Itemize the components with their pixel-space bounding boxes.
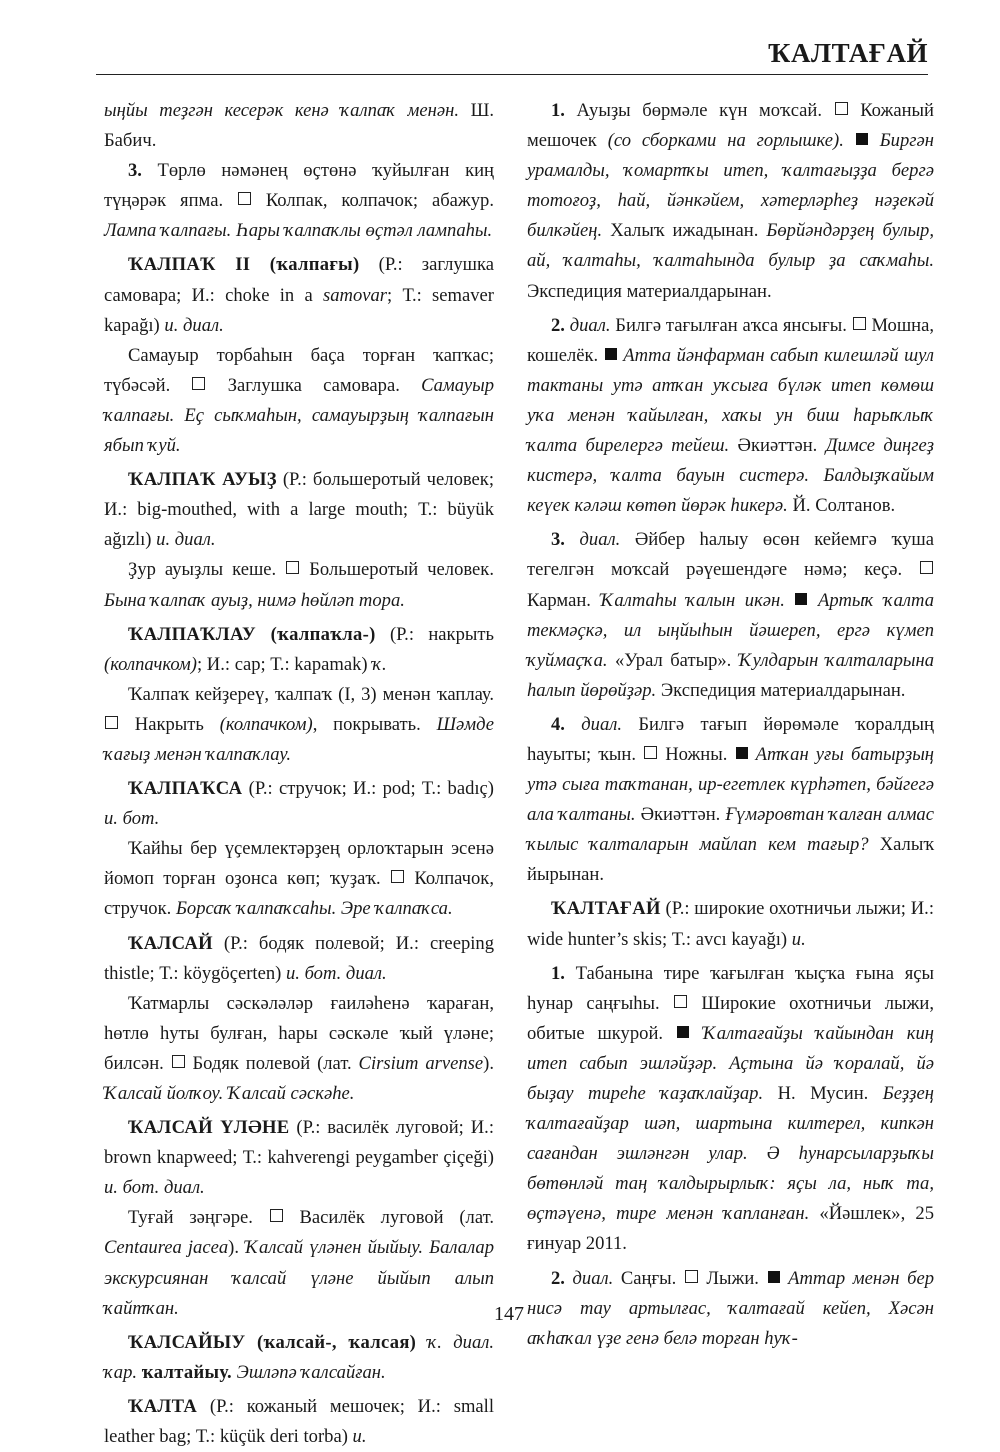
page-number: 147 (494, 1303, 524, 1325)
russian-marker-icon (644, 746, 657, 759)
right-column (527, 96, 934, 1354)
russian-marker-icon (270, 1209, 283, 1222)
russian-marker-icon (192, 377, 205, 390)
example-marker-icon (768, 1271, 780, 1283)
entry-kalpak-2-def: Самауыр торбаһын баҫа торған ҡапҡас; түбәсәй. Заглушка самовара. Самауыр ҡалпағы. Еҫ сыҡмаһын, самауырҙың ҡалпағын ябып ҡуй. (104, 344, 494, 457)
example-marker-icon (856, 133, 868, 145)
entry-kalpak-auyz: ҠАЛПАҠ АУЫҘ (Р.: большеротый человек; И.: big-mouthed, with a large mouth; Т.: büyük ağızlı) и. диал. (104, 469, 494, 551)
entry-kalsai: ҠАЛСАЙ (Р.: бодяк полевой; И.: creeping thistle; Т.: köygöçerten) и. бот. диал. (104, 932, 494, 984)
entry-kalta-sense-3: 3. диал. Әйбер һалыу өсөн кейемгә ҡуша тегелгән моҡсай рәүешендәге нәмә; кеҫә. Карман. Ҡалтаһы ҡалын икән. Артыҡ ҡалта текмәҫкә, ил ыңйыһын йәшереп, ергә күмеп ҡуймаҫҡа. «Урал батыр». Ҡулдарын ҡалталарына һалып йөрөйҙәр. Экспедиция материалдарынан. (527, 529, 934, 701)
russian-marker-icon (286, 561, 299, 574)
russian-marker-icon (920, 561, 933, 574)
entry-kalta-sense-1: 1. Ауыҙы бөрмәле күн моҡсай. Кожаный мешочек (со сборками на горлышке). Биргән урамалды, ҡомартҡы итеп, ҡалтағыҙҙа бергә тотоғоҙ, һай, йәнкәйем, хәтерләрһеҙ нәҙекәй билкәйең. Халыҡ ижадынан. Бөрйәндәрҙең булыр, ай, ҡалтаһы, ҡалтаһында булыр ҙа саҡмаһы. Экспедиция материалдарынан. (527, 100, 934, 302)
entry-kalta: ҠАЛТА (Р.: кожаный мешочек; И.: small leather bag; Т.: küçük deri torba) и. (104, 1395, 494, 1448)
example-marker-icon (677, 1026, 689, 1038)
entry-kaltagai: ҠАЛТАҒАЙ (Р.: широкие охотничьи лыжи; И.: wide hunter’s skis; Т.: avcı kayağı) и. (527, 898, 934, 950)
entry-kalpak-2: ҠАЛПАҠ II (ҡалпағы) (Р.: заглушка самовара; И.: choke in a samovar; Т.: semaver kapağı) и. диал. (104, 254, 494, 336)
left-column (104, 96, 494, 1452)
entry-kalta-sense-4: 4. диал. Билгә тағып йөрөмәле ҡоралдың һауыты; ҡын. Ножны. Атҡан уғы батырҙың утә сыға таҡтанан, ир-егетлек күрһәтеп, бәйгегә ала ҡалтаны. Әкиәттән. Ғүмәровтан ҡалған алмас ҡылыс ҡалталарын майлап кем тағыр? Халыҡ йырынан. (527, 713, 935, 886)
sense-3: 3. Төрлө нәмәнең өҫтөнә ҡуйылған киң түңәрәк япма. Колпак, колпачок; абажур. Лампа ҡалпағы. Һары ҡалпаҡлы өҫтәл лампаһы. (104, 160, 494, 242)
running-header (96, 36, 928, 75)
entry-kalta-sense-2: 2. диал. Билгә тағылған аҡса янсығы. Мошна, кошелёк. Атта йәнфарман сабып килешләй шул тактаны утә атҡан уҡсыға бүләк итеп көмөш уҡа менән ҡайылған, хаҡы ун биш һарыҡлыҡ ҡалта бирелергә тейеш. Әкиәттән. Димсе диңгеҙ кистерә, ҡалта бауын систерә. Балдыҙҡайым кеүек кәләш көтөп йөрәк һикерә. Й. Солтанов. (527, 314, 935, 517)
header-title: ҠАЛТАҒАЙ (768, 38, 928, 68)
example-marker-icon (795, 593, 807, 605)
russian-marker-icon (835, 102, 848, 115)
example-marker-icon (736, 747, 748, 759)
russian-marker-icon (685, 1270, 698, 1283)
example-marker-icon (605, 348, 617, 360)
entry-kalsaiyu: ҠАЛСАЙЫУ (ҡалсай-, ҡалсая) ҡ. диал. ҡар. ҡалтайыу. Эшләпә ҡалсайған. (104, 1331, 494, 1383)
russian-marker-icon (674, 995, 687, 1008)
entry-continuation: ыңйы теҙгән кесерәк кенә ҡалпаҡ менән. Ш. Бабич. (104, 100, 494, 152)
russian-marker-icon (105, 716, 118, 729)
entry-kalsai-ulene: ҠАЛСАЙ ҮЛӘНЕ (Р.: василёк луговой; И.: brown knapweed; Т.: kahverengi peygamber çiçeği) и. бот. диал. (104, 1117, 494, 1199)
entry-kalpaksa-def: Ҡайһы бер үҫемлектәрҙең орлоҡтарын эсенә йомоп торған оҙонса көп; ҡуҙаҡ. Колпачок, стручок. Борсаҡ ҡалпаҡсаһы. Эре ҡалпаҡса. (104, 838, 494, 920)
entry-kalsai-def: Ҡатмарлы сәскәләләр ғаиләһенә ҡараған, һөтлө һуты булған, һары сәскәле ҡый үләне; билсән. Бодяк полевой (лат. Cirsium arvense). Ҡалсай йолҡоу. Ҡалсай сәскәһе. (104, 992, 494, 1104)
entry-kalpaklau: ҠАЛПАҠЛАУ (ҡалпаҡла-) (Р.: накрыть (колпачком); И.: cap; Т.: kapamak) ҡ. (104, 623, 494, 675)
entry-kaltagai-sense-2: 2. диал. Саңғы. Лыжи. Аттар менән бер нисә тау артылғас, ҡалтағай кейеп, Хәсән аҡһаҡал үҙе генә белә торған һуҡ- (527, 1267, 935, 1349)
russian-marker-icon (391, 870, 404, 883)
entry-kalpak-auyz-def: Ҙур ауыҙлы кеше. Большеротый человек. Бына ҡалпаҡ ауыҙ, нимә һөйләп тора. (104, 559, 494, 611)
entry-kalpaksa: ҠАЛПАҠСА (Р.: стручок; И.: pod; Т.: badıç) и. бот. (104, 778, 494, 830)
russian-marker-icon (172, 1055, 185, 1068)
entry-kalpaklau-def: Ҡалпаҡ кейҙереү, ҡалпаҡ (I, 3) менән ҡаплау. Накрыть (колпачком), покрывать. Шәмде ҡағыҙ менән ҡалпаҡлау. (104, 683, 494, 765)
entry-kaltagai-sense-1: 1. Табанына тире ҡағылған ҡыҫҡа ғына яҫы һунар саңғыһы. Широкие охотничьи лыжи, обитые шкурой. Ҡалтағайҙы ҡайындан киң итеп сабып эшләйҙәр. Аҫтына йә ҡоралай, йә быҙау тиреһе ҡаҙаҡлайҙар. Н. Мусин. Беҙҙең ҡалтағайҙар шәп, шартына килтерел, кипкән сағандан эшләнгән улар. Ә һунарсыларҙыҡы бөтөнләй таң ҡалдырырлыҡ: яҫы ла, ныҡ та, өҫтәүенә, тире менән ҡапланған. «Йәшлек», 25 ғинуар 2011. (527, 962, 935, 1255)
entry-kalsai-ulene-def: Туғай зәңгәре. Василёк луговой (лат. Centaurea jacea). Ҡалсай үләнен йыйыу. Балалар экскурсиянан ҡалсай үләне йыйып алып ҡайтҡан. (104, 1207, 494, 1319)
russian-marker-icon (853, 317, 866, 330)
russian-marker-icon (238, 192, 251, 205)
